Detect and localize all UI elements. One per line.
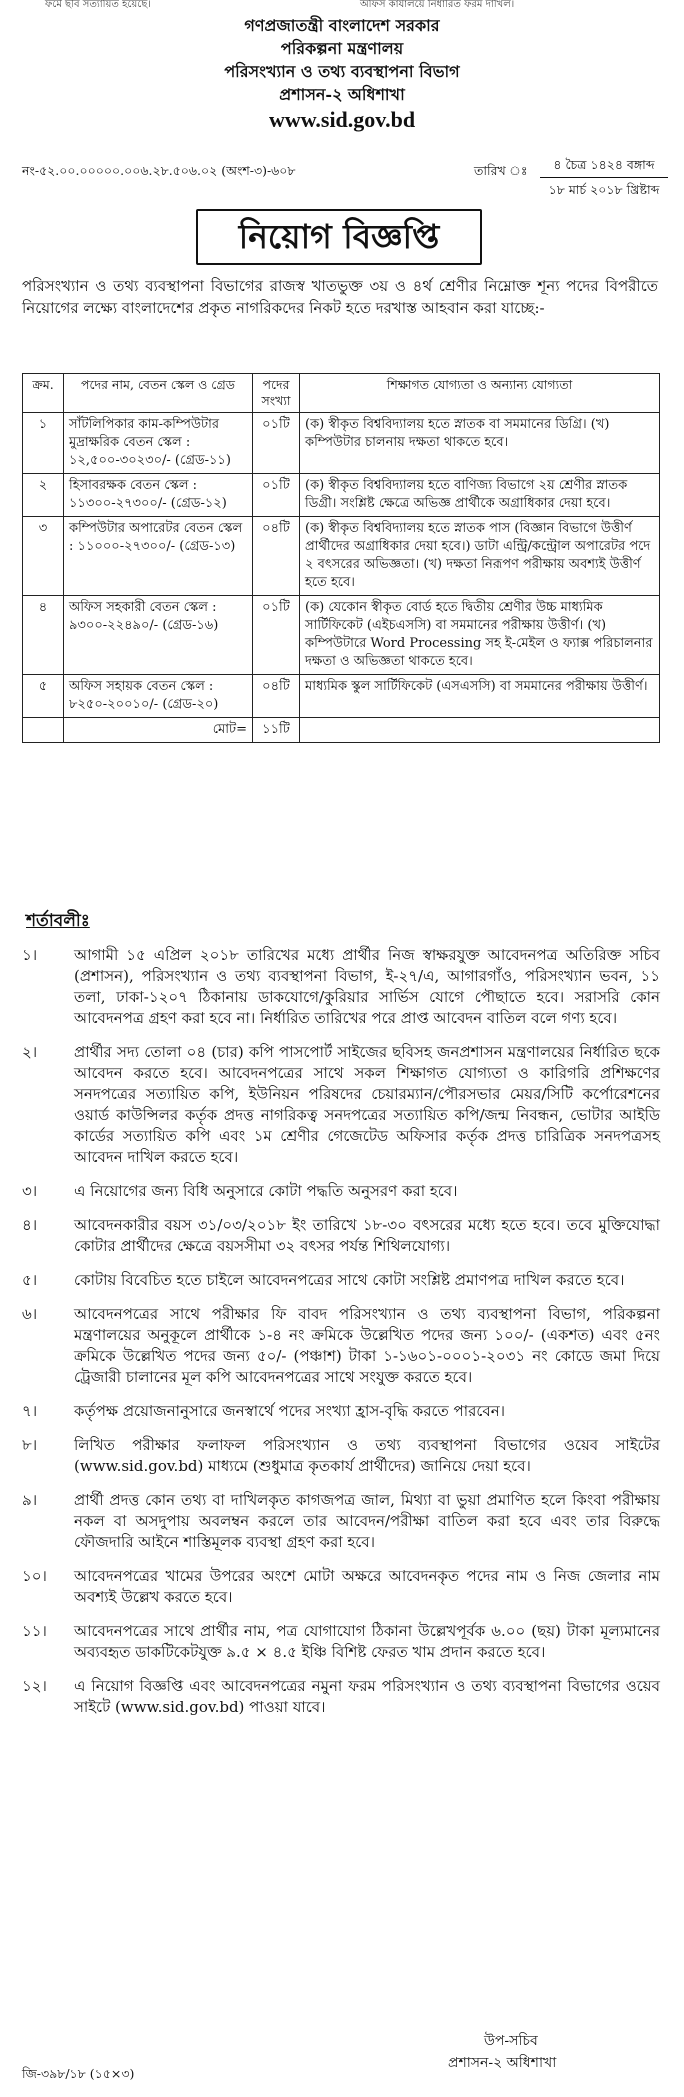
condition-number: ৮।	[22, 1436, 38, 1454]
condition-text: আবেদনপত্রের সাথে পরীক্ষার ফি বাবদ পরিসংখ্যান ও তথ্য ব্যবস্থাপনা বিভাগ, পরিকল্পনা মন্ত্রণালয়ের অনুকূলে প্রার্থীকে ১-৪ নং ক্রমিকে উল্লেখিত পদের জন্য ১০০/- (একশত) এবং ৫নং ক্রমিকে উল্লেখিত পদের জন্য ৫০/- (পঞ্চাশ) টাকা ১-১৬০১-০০০১-২০৩১ নং কোডে জমা দিয়ে ট্রেজারী চালানের মূল কপি আবেদনপত্রের সাথে সংযুক্ত করতে হবে।	[74, 1305, 660, 1386]
row-post: সাঁটলিপিকার কাম-কম্পিউটার মুদ্রাক্ষরিক বেতন স্কেল : ১২,৫০০-৩০২৩০/- (গ্রেড-১১)	[64, 413, 253, 474]
signatory-title: উপ-সচিব	[484, 2033, 538, 2049]
division-name: পরিসংখ্যান ও তথ্য ব্যবস্থাপনা বিভাগ	[224, 62, 460, 81]
row-count: ০১টি	[253, 474, 300, 517]
row-serial: ২	[23, 474, 64, 517]
row-serial: ৫	[23, 675, 64, 718]
row-qualification: (ক) স্বীকৃত বিশ্ববিদ্যালয় হতে স্নাতক পাস (বিজ্ঞান বিভাগে উত্তীর্ণ প্রার্থীদের অগ্রাধিকার দেয়া হবে।) ডাটা এন্ট্রি/কন্ট্রোল অপারেটর পদে ২ বৎসরের অভিজ্ঞতা। (খ) দক্ষতা নিরূপণ পরীক্ষায় অবশ্যই উত্তীর্ণ হতে হবে।	[300, 517, 660, 596]
date-box	[540, 153, 668, 202]
total-value: ১১টি	[253, 718, 300, 743]
condition-item	[22, 1304, 660, 1388]
condition-text: প্রার্থীর সদ্য তোলা ০৪ (চার) কপি পাসপোর্ট সাইজের ছবিসহ জনপ্রশাসন মন্ত্রণালয়ের নির্ধারিত ছকে আবেদন করতে হবে। আবেদনপত্রের সাথে সকল শিক্ষাগত যোগ্যতা ও কারিগরি প্রশিক্ষণের সনদপত্রের সত্যায়িত কপি, ইউনিয়ন পরিষদের চেয়ারম্যান/পৌরসভার মেয়র/সিটি কর্পোরেশনের ওয়ার্ড কাউন্সিলর কর্তৃক প্রদত্ত নাগরিকত্ব সনদপত্রের সত্যায়িত কপি/জন্ম নিবন্ধন, ভোটার আইডি কার্ডের সত্যায়িত কপি এবং ১ম শ্রেণীর গেজেটেড অফিসার কর্তৃক প্রদত্ত চারিত্রিক সনদপত্রসহ আবেদন দাখিল করতে হবে।	[74, 1043, 660, 1166]
row-serial: ১	[23, 413, 64, 474]
condition-item	[22, 1676, 660, 1718]
conditions-title: শর্তাবলীঃ	[26, 911, 90, 931]
table-row	[23, 474, 660, 517]
table-row	[23, 675, 660, 718]
condition-number: ১০।	[22, 1567, 47, 1585]
header-qualification: শিক্ষাগত যোগ্যতা ও অন্যান্য যোগ্যতা	[300, 374, 660, 413]
row-qualification: মাধ্যমিক স্কুল সার্টিফিকেট (এসএসসি) বা সমমানের পরীক্ষায় উত্তীর্ণ।	[300, 675, 660, 718]
condition-number: ১১।	[22, 1622, 47, 1640]
condition-number: ৯।	[22, 1491, 38, 1509]
date-bangla: ৪ চৈত্র ১৪২৪ বঙ্গাব্দ	[540, 153, 668, 178]
row-qualification: (ক) যেকোন স্বীকৃত বোর্ড হতে দ্বিতীয় শ্রেণীর উচ্চ মাধ্যমিক সার্টিফিকেট (এইচএসসি) বা সমমানের পরীক্ষায় উত্তীর্ণ। (খ) কম্পিউটারে Word Processing সহ ই-মেইল ও ফ্যাক্স পরিচালনার দক্ষতা ও অভিজ্ঞতা থাকতে হবে।	[300, 596, 660, 675]
condition-text: কর্তৃপক্ষ প্রয়োজনানুসারে জনস্বার্থে পদের সংখ্যা হ্রাস-বৃদ্ধি করতে পারবেন।	[74, 1402, 506, 1420]
table-row	[23, 413, 660, 474]
government-name: গণপ্রজাতন্ত্রী বাংলাদেশ সরকার	[244, 16, 440, 35]
condition-number: ৪।	[22, 1216, 38, 1234]
table-row	[23, 517, 660, 596]
condition-item	[22, 1042, 660, 1168]
top-cut-left: ফর্মে ছবি সত্যায়িত হয়েছে।	[45, 0, 151, 10]
section-name: প্রশাসন-২ অধিশাখা	[279, 85, 405, 104]
condition-item	[22, 1490, 660, 1553]
condition-number: ২।	[22, 1043, 38, 1061]
ministry-name: পরিকল্পনা মন্ত্রণালয়	[280, 39, 404, 58]
signatory-office: প্রশাসন-২ অধিশাখা	[448, 2055, 557, 2071]
date-english: ১৮ মার্চ ২০১৮ খ্রিষ্টাব্দ	[548, 182, 660, 197]
condition-number: ৫।	[22, 1271, 38, 1289]
memo-row	[22, 153, 662, 207]
condition-text: আগামী ১৫ এপ্রিল ২০১৮ তারিখের মধ্যে প্রার্থীর নিজ স্বাক্ষরযুক্ত আবেদনপত্র অতিরিক্ত সচিব (প্রশাসন), পরিসংখ্যান ও তথ্য ব্যবস্থাপনা বিভাগ, ই-২৭/এ, আগারগাঁও, পরিসংখ্যান ভবন, ১১ তলা, ঢাকা-১২০৭ ঠিকানায় ডাকযোগে/কুরিয়ার সার্ভিস যোগে পৌছাতে হবে। সরাসরি কোন আবেদনপত্র গ্রহণ করা হবে না। নির্ধারিত তারিখের পরে প্রাপ্ত আবেদন বাতিল বলে গণ্য হবে।	[74, 946, 660, 1027]
notice-header	[0, 14, 684, 134]
condition-item	[22, 1215, 660, 1257]
top-cut-right: অফিস কার্যালয়ে নির্ধারিত ফরম দাখিল।	[360, 0, 515, 10]
website-text: www.sid.gov.bd	[268, 107, 416, 132]
row-post: অফিস সহায়ক বেতন স্কেল : ৮২৫০-২০০১০/- (গ্রেড-২০)	[64, 675, 253, 718]
header-count: পদের সংখ্যা	[253, 374, 300, 413]
condition-text: কোটায় বিবেচিত হতে চাইলে আবেদনপত্রের সাথে কোটা সংশ্লিষ্ট প্রমাণপত্র দাখিল করতে হবে।	[74, 1271, 625, 1289]
condition-item	[22, 1181, 660, 1202]
condition-text: আবেদনপত্রের সাথে প্রার্থীর নাম, পত্র যোগাযোগ ঠিকানা উল্লেখপূর্বক ৬.০০ (ছয়) টাকা মূল্যমানের অব্যবহৃত ডাকটিকেটযুক্ত ৯.৫ × ৪.৫ ইঞ্চি বিশিষ্ট ফেরত খাম প্রদান করতে হবে।	[74, 1622, 660, 1661]
notice-title: নিয়োগ বিজ্ঞপ্তি	[196, 209, 482, 265]
row-count: ০১টি	[253, 413, 300, 474]
row-count: ০৪টি	[253, 675, 300, 718]
condition-item	[22, 1566, 660, 1608]
condition-text: এ নিয়োগের জন্য বিধি অনুসারে কোটা পদ্ধতি অনুসরণ করা হবে।	[74, 1182, 458, 1200]
table-header-row	[23, 374, 660, 413]
conditions-list	[22, 945, 660, 1731]
row-qualification: (ক) স্বীকৃত বিশ্ববিদ্যালয় হতে বাণিজ্য বিভাগে ২য় শ্রেণীর স্নাতক ডিগ্রী। সংশ্লিষ্ট ক্ষেত্রে অভিজ্ঞ প্রার্থীকে অগ্রাধিকার দেয়া হবে।	[300, 474, 660, 517]
condition-text: এ নিয়োগ বিজ্ঞপ্তি এবং আবেদনপত্রের নমুনা ফরম পরিসংখ্যান ও তথ্য ব্যবস্থাপনা বিভাগের ওয়েব সাইটে (www.sid.gov.bd) পাওয়া যাবে।	[74, 1677, 660, 1716]
header-serial: ক্রম.	[23, 374, 64, 413]
top-cut-text	[0, 0, 684, 10]
condition-item	[22, 945, 660, 1029]
condition-item	[22, 1435, 660, 1477]
reference-code: জি-৩৯৮/১৮ (১৫×৩)	[22, 2066, 135, 2081]
condition-text: প্রার্থী প্রদত্ত কোন তথ্য বা দাখিলকৃত কাগজপত্র জাল, মিথ্যা বা ভুয়া প্রমাণিত হলে কিংবা পরীক্ষায় নকল বা অসদুপায় অবলম্বন করলে তার আবেদন/পরীক্ষা বাতিল করা হবে এবং তার বিরুদ্ধে ফৌজদারি আইনে শাস্তিমূলক ব্যবস্থা গ্রহণ করা হবে।	[74, 1491, 660, 1551]
condition-number: ১।	[22, 946, 38, 964]
row-count: ০৪টি	[253, 517, 300, 596]
condition-text: লিখিত পরীক্ষার ফলাফল পরিসংখ্যান ও তথ্য ব্যবস্থাপনা বিভাগের ওয়েব সাইটের (www.sid.gov.bd) মাধ্যমে (শুধুমাত্র কৃতকার্য প্রার্থীদের) জানিয়ে দেয়া হবে।	[74, 1436, 660, 1475]
condition-item	[22, 1621, 660, 1663]
condition-number: ১২।	[22, 1677, 47, 1695]
row-post: কম্পিউটার অপারেটর বেতন স্কেল : ১১০০০-২৭৩০০/- (গ্রেড-১৩)	[64, 517, 253, 596]
signature-block	[448, 2030, 556, 2074]
total-label: মোট=	[64, 718, 253, 743]
condition-number: ৩।	[22, 1182, 38, 1200]
row-post: অফিস সহকারী বেতন স্কেল : ৯৩০০-২২৪৯০/- (গ্রেড-১৬)	[64, 596, 253, 675]
condition-item	[22, 1401, 660, 1422]
table-total-row	[23, 718, 660, 743]
condition-item	[22, 1270, 660, 1291]
row-serial: ৪	[23, 596, 64, 675]
row-count: ০১টি	[253, 596, 300, 675]
row-serial: ৩	[23, 517, 64, 596]
table-row	[23, 596, 660, 675]
condition-text: আবেদনপত্রের খামের উপরের অংশে মোটা অক্ষরে আবেদনকৃত পদের নাম ও নিজ জেলার নাম অবশ্যই উল্লেখ করতে হবে।	[74, 1567, 660, 1606]
row-post: হিসাবরক্ষক বেতন স্কেল : ১১৩০০-২৭৩০০/- (গ্রেড-১২)	[64, 474, 253, 517]
header-post: পদের নাম, বেতন স্কেল ও গ্রেড	[64, 374, 253, 413]
condition-text: আবেদনকারীর বয়স ৩১/০৩/২০১৮ ইং তারিখে ১৮-৩০ বৎসরের মধ্যে হতে হবে। তবে মুক্তিযোদ্ধা কোটার প্রার্থীদের ক্ষেত্রে বয়সসীমা ৩২ বৎসর পর্যন্ত শিথিলযোগ্য।	[74, 1216, 660, 1255]
date-label: তারিখ ঃ	[474, 163, 528, 178]
intro-paragraph: পরিসংখ্যান ও তথ্য ব্যবস্থাপনা বিভাগের রাজস্ব খাতভুক্ত ৩য় ও ৪র্থ শ্রেণীর নিম্নোক্ত শূন্য পদের বিপরীতে নিয়োগের লক্ষ্যে বাংলাদেশের প্রকৃত নাগরিকদের নিকট হতে দরখাস্ত আহবান করা যাচ্ছে:-	[22, 277, 658, 317]
row-qualification: (ক) স্বীকৃত বিশ্ববিদ্যালয় হতে স্নাতক বা সমমানের ডিগ্রি। (খ) কম্পিউটার চালনায় দক্ষতা থাকতে হবে।	[300, 413, 660, 474]
memo-number: নং-৫২.০০.০০০০০.০০৬.২৮.৫০৬.০২ (অংশ-৩)-৬০৮	[22, 163, 296, 178]
posts-table	[22, 373, 660, 743]
condition-number: ৭।	[22, 1402, 38, 1420]
condition-number: ৬।	[22, 1305, 38, 1323]
